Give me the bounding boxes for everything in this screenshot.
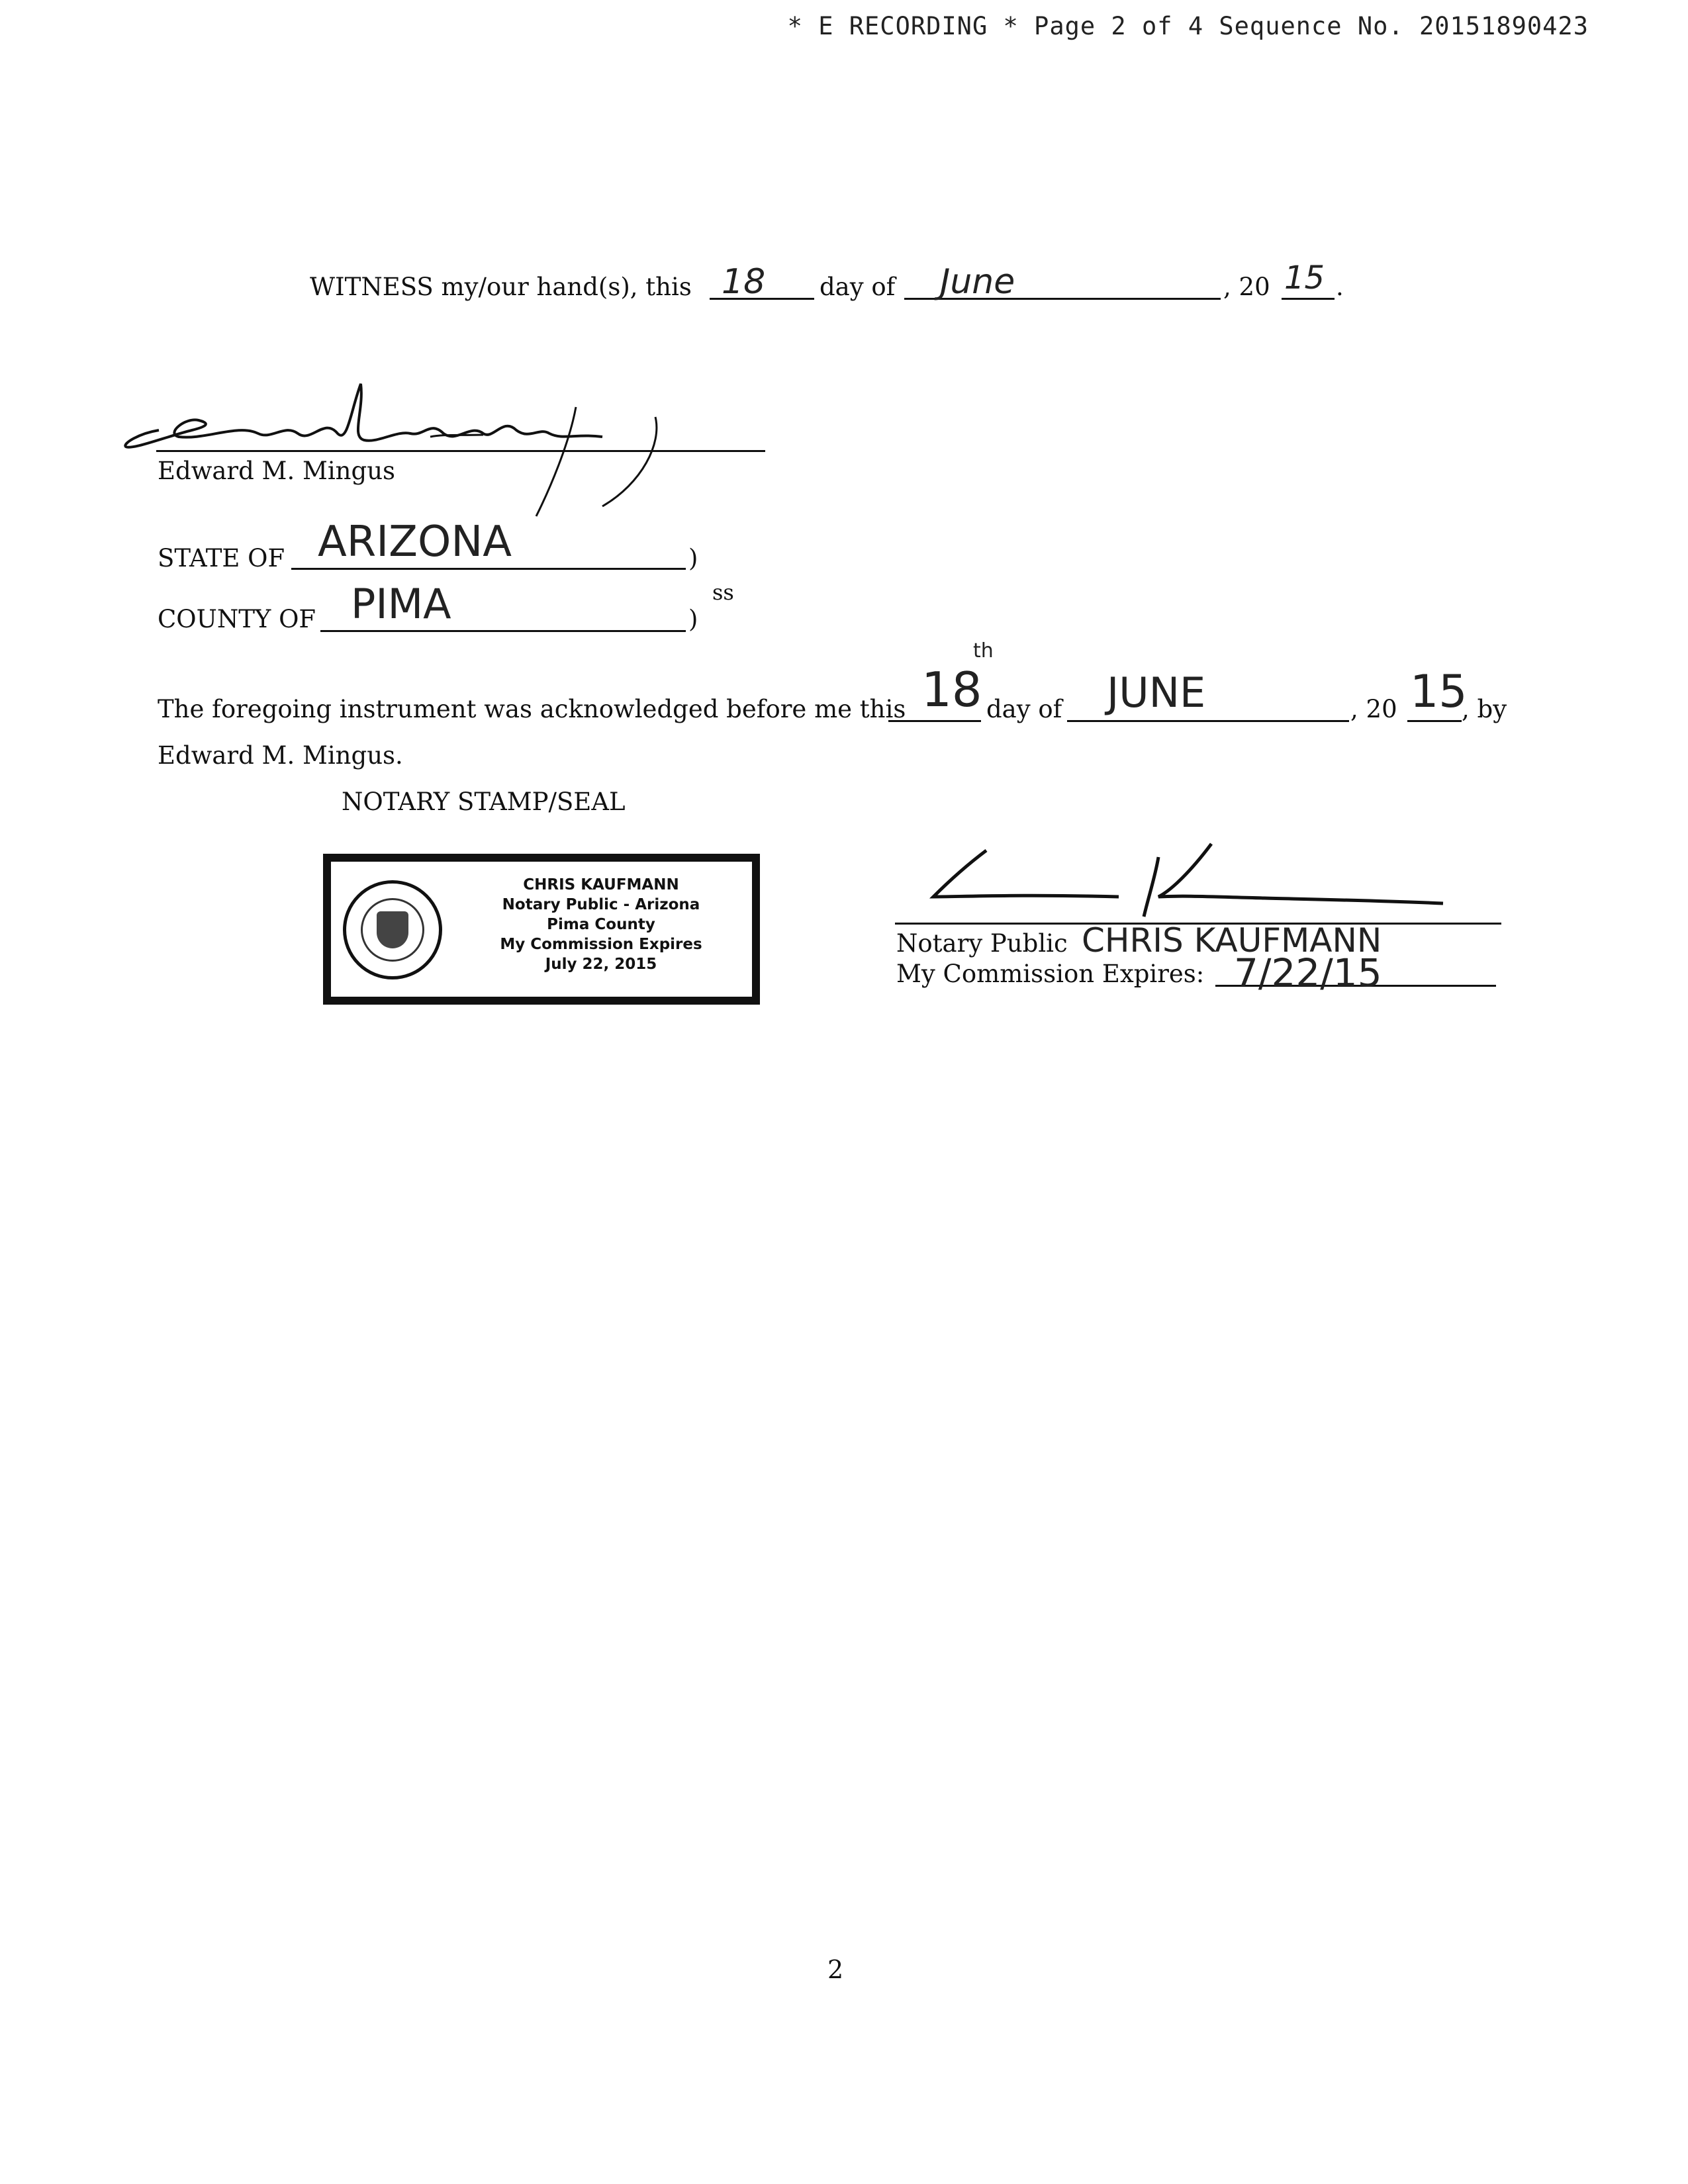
witness-year-prefix: , 20	[1223, 273, 1270, 301]
page-number: 2	[827, 1955, 844, 1984]
witness-end: .	[1336, 273, 1344, 301]
witness-year-handwritten: 15	[1284, 259, 1325, 296]
notary-stamp-label: NOTARY STAMP/SEAL	[342, 788, 626, 816]
state-label: STATE OF	[158, 544, 285, 572]
arizona-seal-icon	[343, 880, 442, 979]
signer-signature-line	[156, 450, 765, 452]
ss-label: ss	[712, 580, 734, 605]
witness-year-blank	[1282, 298, 1335, 300]
county-label: COUNTY OF	[158, 605, 316, 633]
notary-stamp	[323, 854, 760, 1005]
stamp-line-county: Pima County	[547, 916, 655, 933]
state-handwritten: ARIZONA	[318, 518, 512, 567]
witness-day-handwritten: 18	[722, 262, 766, 302]
state-paren: )	[688, 544, 698, 572]
county-paren: )	[688, 605, 698, 633]
notary-name-handwritten: CHRIS KAUFMANN	[1082, 921, 1382, 960]
commission-label: My Commission Expires:	[896, 960, 1205, 988]
notary-public-label: Notary Public	[896, 929, 1068, 958]
witness-month-handwritten: June	[940, 262, 1015, 302]
ack-name: Edward M. Mingus.	[158, 741, 403, 770]
commission-handwritten: 7/22/15	[1234, 950, 1382, 995]
ack-by: , by	[1462, 695, 1507, 723]
ack-day-of: day of	[986, 695, 1062, 723]
ack-year-blank	[1407, 720, 1462, 722]
signer-name: Edward M. Mingus	[158, 457, 396, 485]
ack-month-blank	[1067, 720, 1349, 722]
county-handwritten: PIMA	[351, 580, 451, 628]
witness-day-of: day of	[820, 273, 896, 301]
ack-day-handwritten: 18	[921, 662, 982, 717]
stamp-line-expires-label: My Commission Expires	[500, 936, 702, 953]
witness-prefix: WITNESS my/our hand(s), this	[310, 273, 692, 301]
stamp-text	[457, 875, 745, 974]
notary-signature	[920, 831, 1476, 923]
ack-month-handwritten: JUNE	[1107, 668, 1206, 717]
ack-year-handwritten: 15	[1410, 666, 1468, 718]
state-blank	[291, 568, 686, 570]
county-blank	[320, 630, 686, 632]
stamp-line-name: CHRIS KAUFMANN	[523, 876, 679, 893]
stamp-line-expires-date: July 22, 2015	[545, 956, 657, 973]
ack-day-blank	[888, 720, 981, 722]
recording-header: * E RECORDING * Page 2 of 4 Sequence No. 20151890423	[787, 12, 1589, 40]
ack-prefix: The foregoing instrument was acknowledged before me this	[158, 695, 906, 723]
ack-year-prefix: , 20	[1350, 695, 1397, 723]
ack-day-suffix-handwritten: th	[973, 639, 994, 662]
stamp-line-title: Notary Public - Arizona	[502, 896, 700, 913]
